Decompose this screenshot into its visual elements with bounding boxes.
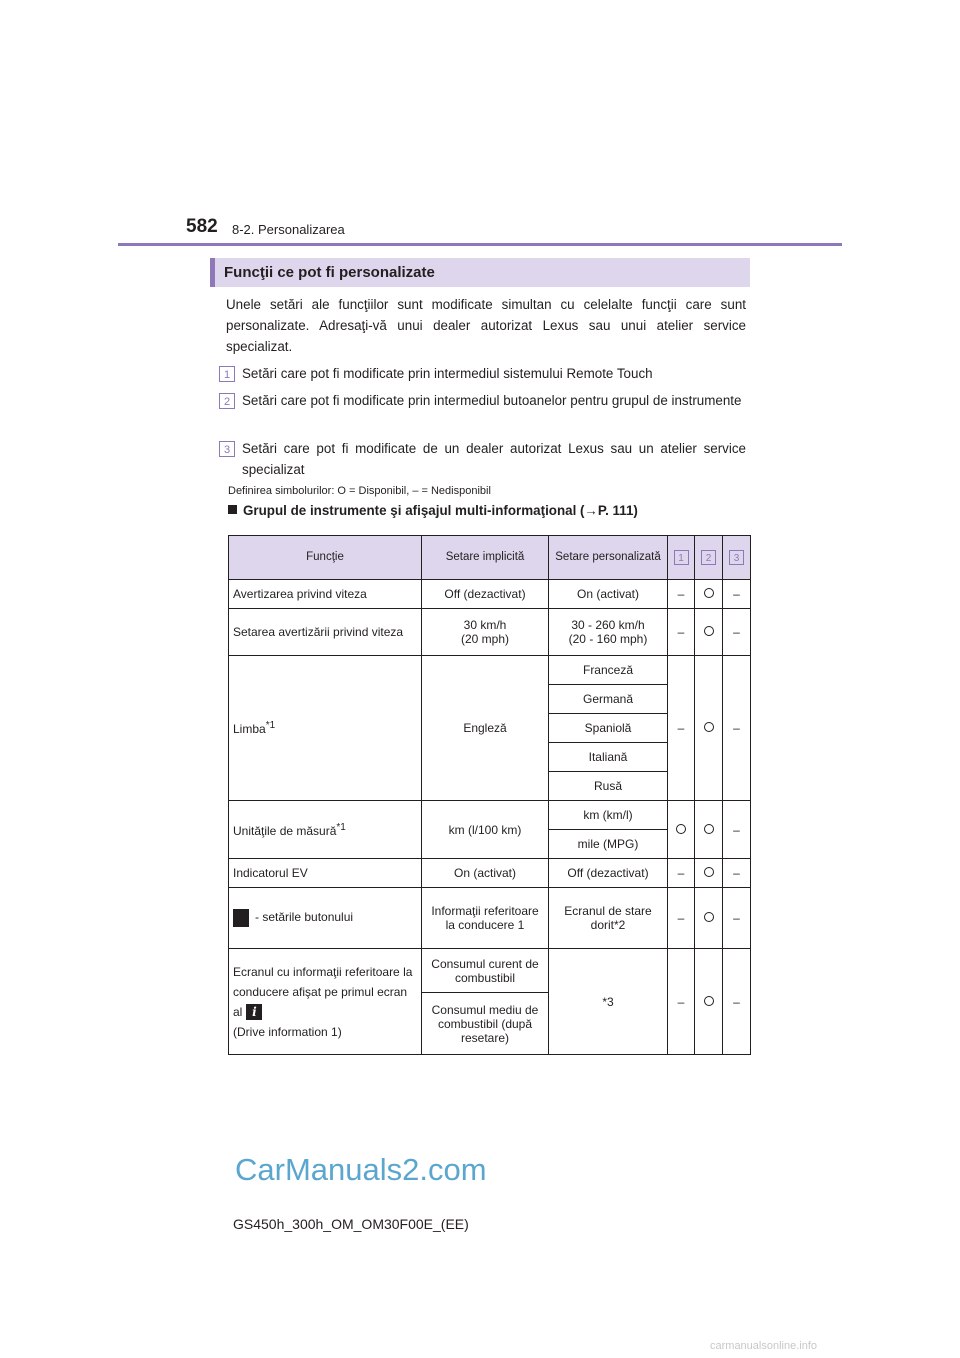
section-title: 8-2. Personalizarea [232, 222, 345, 237]
page-number: 582 [186, 216, 218, 237]
note-1-number-box: 1 [219, 366, 235, 382]
symbol-definition: Definirea simbolurilor: O = Disponibil, – = Nedisponibil [228, 485, 491, 497]
footnote-mark: *1 [336, 821, 346, 833]
cell-dash: – [668, 609, 695, 656]
cell-dash: – [723, 859, 751, 888]
header-col-2 [695, 536, 723, 580]
available-circle-icon [704, 996, 714, 1006]
available-circle-icon [704, 626, 714, 636]
cell-function: Avertizarea privind viteza [229, 580, 422, 609]
cell-default: Informaţii referitoare la conducere 1 [422, 888, 549, 949]
footer-code: GS450h_300h_OM_OM30F00E_(EE) [233, 1216, 469, 1232]
cell-available [695, 801, 723, 859]
header-custom: Setare personalizată [549, 536, 668, 580]
cell-default: Engleză [422, 656, 549, 801]
info-icon: i [246, 1004, 262, 1020]
default-line-2: (20 mph) [460, 632, 510, 646]
cell-default: km (l/100 km) [422, 801, 549, 859]
available-circle-icon [704, 824, 714, 834]
table-row [229, 801, 751, 830]
footnote-mark: *2 [614, 918, 626, 932]
cell-dash: – [668, 949, 695, 1055]
subheading-text: Grupul de instrumente şi afişajul multi-informaţional (→P. 111) [243, 503, 638, 518]
cell-function [229, 949, 422, 1055]
function-text: Unităţile de măsură [233, 823, 337, 838]
cell-default: Off (dezactivat) [422, 580, 549, 609]
header-default: Setare implicită [422, 536, 549, 580]
col-3-number-box: 3 [729, 550, 744, 565]
cell-available [695, 580, 723, 609]
custom-line-2: (20 - 160 mph) [568, 632, 648, 646]
header-function: Funcţie [229, 536, 422, 580]
cell-default: Consumul mediu de combustibil (după resetare) [422, 993, 549, 1055]
cell-available [695, 949, 723, 1055]
cell-dash: – [723, 656, 751, 801]
note-1-text: Setări care pot fi modificate prin intermediul sistemului Remote Touch [242, 366, 653, 381]
table-row [229, 888, 751, 949]
cell-dash: – [668, 656, 695, 801]
table-row [229, 859, 751, 888]
col-2-number-box: 2 [701, 550, 716, 565]
subheading [228, 503, 638, 518]
col-1-number-box: 1 [674, 550, 689, 565]
cell-function: Indicatorul EV [229, 859, 422, 888]
available-circle-icon [704, 588, 714, 598]
cell-function [229, 888, 422, 949]
cell-dash: – [668, 888, 695, 949]
function-text: Limba [233, 722, 266, 736]
cell-custom [549, 609, 668, 656]
available-circle-icon [704, 867, 714, 877]
meter-button-icon [233, 909, 249, 927]
available-circle-icon [704, 912, 714, 922]
heading-title: Funcţii ce pot fi personalizate [224, 264, 435, 281]
cell-custom [549, 888, 668, 949]
cell-function [229, 801, 422, 859]
header-col-1 [668, 536, 695, 580]
table-row [229, 609, 751, 656]
header-col-3 [723, 536, 751, 580]
note-3-text: Setări care pot fi modificate de un dealer autorizat Lexus sau un atelier service specializat [242, 441, 746, 477]
cell-dash: – [723, 888, 751, 949]
watermark-logo: CarManuals2.com [235, 1152, 487, 1187]
cell-option: Franceză [549, 656, 668, 685]
cell-available [695, 888, 723, 949]
cell-custom: On (activat) [549, 580, 668, 609]
cell-option: Germană [549, 685, 668, 714]
available-circle-icon [704, 722, 714, 732]
cell-available [668, 801, 695, 859]
cell-option: Italiană [549, 743, 668, 772]
available-circle-icon [676, 824, 686, 834]
function-line-1: Ecranul cu informaţii referitoare la conducere afişat pe primul ecran al [233, 964, 413, 1019]
default-line-1: 30 km/h [463, 618, 507, 632]
cell-default: Consumul curent de combustibil [422, 949, 549, 993]
table-row [229, 656, 751, 685]
note-3-number-box: 3 [219, 441, 235, 457]
cell-custom: *3 [549, 949, 668, 1055]
cell-custom: Off (dezactivat) [549, 859, 668, 888]
square-bullet-icon [228, 505, 237, 514]
cell-dash: – [723, 609, 751, 656]
cell-default [422, 609, 549, 656]
intro-paragraph: Unele setări ale funcţiilor sunt modificate simultan cu celelalte funcţii care sunt personalizate. Adresaţi-vă unui dealer autorizat Lexus sau unui atelier service specializat. [226, 297, 746, 354]
cell-dash: – [723, 801, 751, 859]
custom-line-1: 30 - 260 km/h [571, 618, 645, 632]
cell-dash: – [723, 949, 751, 1055]
function-line-2: (Drive information 1) [233, 1024, 342, 1039]
cell-option: Spaniolă [549, 714, 668, 743]
note-2-text: Setări care pot fi modificate prin intermediul butoanelor pentru grupul de instrumente [242, 393, 742, 408]
custom-text: Ecranul de stare dorit [564, 904, 652, 932]
cell-available [695, 859, 723, 888]
note-2-number-box: 2 [219, 393, 235, 409]
cell-option: Rusă [549, 772, 668, 801]
cell-option: mile (MPG) [549, 830, 668, 859]
cell-function: Setarea avertizării privind viteza [229, 609, 422, 656]
cell-available [695, 609, 723, 656]
cell-dash: – [723, 580, 751, 609]
table-header-row [229, 536, 751, 580]
cell-available [695, 656, 723, 801]
cell-default: On (activat) [422, 859, 549, 888]
table-row [229, 949, 751, 993]
function-text: - setările butonului [255, 910, 354, 925]
table-row [229, 580, 751, 609]
cell-option: km (km/l) [549, 801, 668, 830]
footnote-mark: *1 [265, 720, 276, 731]
cell-dash: – [668, 580, 695, 609]
settings-table [228, 535, 751, 1055]
watermark-bottom: carmanualsonline.info [710, 1340, 818, 1352]
cell-function [229, 656, 422, 801]
header-rule [118, 243, 842, 246]
cell-dash: – [668, 859, 695, 888]
